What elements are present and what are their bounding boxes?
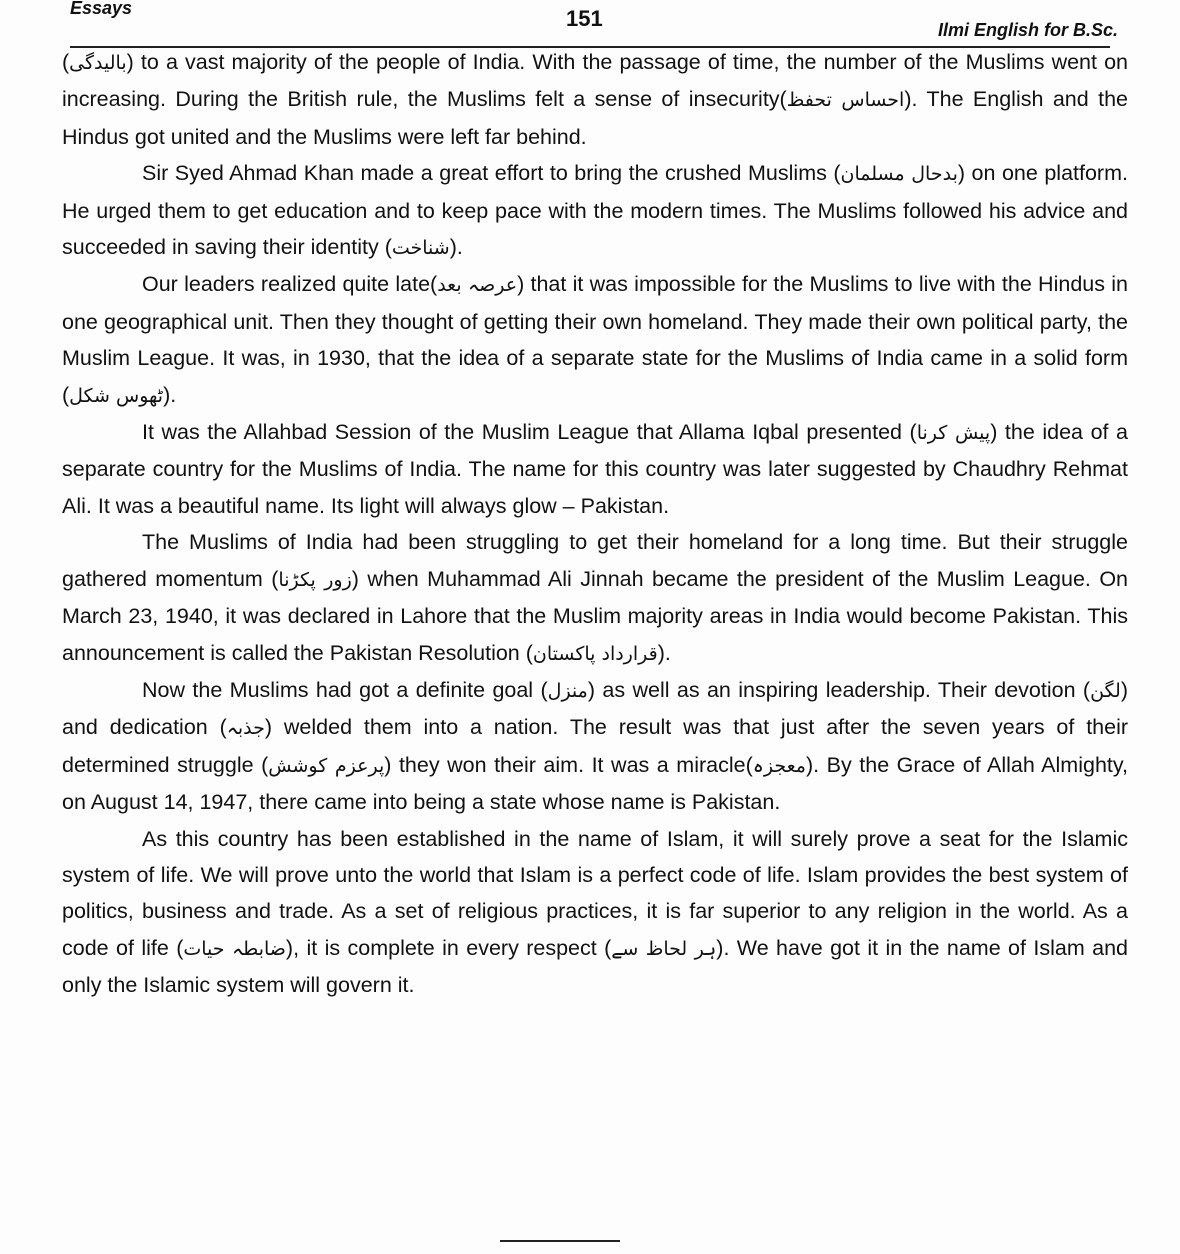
essay-body — [62, 44, 1128, 1004]
urdu-gloss: زور پکڑنا — [278, 568, 352, 591]
paragraph-text: ). — [449, 235, 463, 260]
paragraph-text: ). By the Grace of Allah Almighty, on August 14, 1947, there came into being a state whose name is Pakistan. — [62, 752, 1128, 815]
urdu-gloss: ضابطہ حیات — [183, 937, 286, 960]
paragraph-text: ) when Muhammad Ali Jinnah became the president of the Muslim League. On March 23, 1940, it was declared in Lahore that the Muslim majority areas in India would become Pakistan. This announcement is called the Pakistan Resolution ( — [62, 566, 1129, 665]
paragraph-3 — [62, 266, 1128, 414]
paragraph-text: The Muslims of India had been struggling to get their homeland for a long time. But their struggle gathered momentum ( — [62, 530, 1128, 591]
urdu-gloss: شناخت — [391, 237, 450, 260]
footer-divider — [500, 1240, 620, 1242]
paragraph-text: ) on one platform. He urged them to get education and to keep pace with the modern times. The Muslims followed his advice and succeeded in saving their identity ( — [62, 161, 1128, 260]
paragraph-text: ) the idea of a separate country for the Muslims of India. The name for this country was later suggested by Chaudhry Rehmat Ali. It was a beautiful name. Its light will always glow – Pakistan. — [62, 420, 1129, 518]
urdu-gloss: جذبہ — [226, 717, 265, 740]
paragraph-text: ) as well as an inspiring leadership. Their devotion ( — [587, 677, 1091, 702]
paragraph-text: ). — [163, 382, 177, 407]
paragraph-1 — [62, 44, 1128, 155]
paragraph-text: ). We have got it in the name of Islam and only the Islamic system will govern it. — [62, 935, 1129, 998]
urdu-gloss: بدحال مسلمان — [840, 163, 958, 186]
paragraph-text: ) and dedication ( — [62, 677, 1129, 740]
urdu-gloss: ٹھوس شکل — [69, 384, 164, 407]
paragraph-text: ) that it was impossible for the Muslims to live with the Hindus in one geographical unit. Then they thought of getting their own homeland. They made their own political party, the Muslim League. It was, in 1930, that the idea of a separate state for the Muslims of India came in a solid form ( — [62, 272, 1128, 407]
header-book-title: Ilmi English for B.Sc. — [937, 20, 1118, 40]
paragraph-text: ), it is complete in every respect ( — [285, 935, 612, 960]
paragraph-5 — [62, 524, 1128, 672]
urdu-gloss: پیش کرنا — [916, 422, 991, 445]
paragraph-text: ). — [657, 640, 671, 665]
urdu-gloss: معجزہ — [752, 754, 806, 777]
header-section-title: Essays — [70, 0, 133, 18]
paragraph-2 — [62, 155, 1128, 266]
urdu-gloss: قرارداد پاکستان — [532, 642, 658, 665]
paragraph-text: ) to a vast majority of the people of India. With the passage of time, the number of the Muslims went on increasing. During the British rule, the Muslims felt a sense of insecurity( — [62, 50, 1128, 112]
page-header — [60, 0, 1118, 46]
paragraph-text: ( — [62, 50, 70, 74]
paragraph-text: Now the Muslims had got a definite goal ( — [142, 677, 548, 702]
paragraph-text: Our leaders realized quite late( — [142, 272, 438, 297]
urdu-gloss: لگن — [1090, 679, 1121, 702]
urdu-gloss: احساس تحفظ — [786, 89, 905, 112]
urdu-gloss: ہر لحاظ سے — [611, 937, 717, 960]
urdu-gloss: منزل — [547, 679, 588, 702]
paragraph-text: ). The English and the Hindus got united and the Muslims were left far behind. — [62, 87, 1128, 149]
paragraph-text: It was the Allahbad Session of the Muslim League that Allama Iqbal presented ( — [142, 420, 917, 445]
urdu-gloss: پرعزم کوشش — [268, 754, 385, 777]
paragraph-text: As this country has been established in the name of Islam, it will surely prove a seat for the Islamic system of life. We will prove unto the world that Islam is a perfect code of life. Islam provides the best system of politics, business and trade. As a set of religious practices, it is far superior to any religion in the world. As a code of life ( — [62, 826, 1128, 960]
paragraph-4 — [62, 414, 1128, 524]
paragraph-text: ) they won their aim. It was a miracle( — [384, 752, 753, 777]
urdu-gloss: بالیدگی — [69, 52, 127, 74]
page-number: 151 — [566, 6, 603, 31]
paragraph-text: ) welded them into a nation. The result was that just after the seven years of their determined struggle ( — [62, 715, 1129, 777]
paragraph-7 — [62, 821, 1128, 1004]
urdu-gloss: عرصہ بعد — [437, 274, 518, 297]
paragraph-6 — [62, 672, 1128, 821]
paragraph-text: Sir Syed Ahmad Khan made a great effort to bring the crushed Muslims ( — [142, 161, 841, 186]
